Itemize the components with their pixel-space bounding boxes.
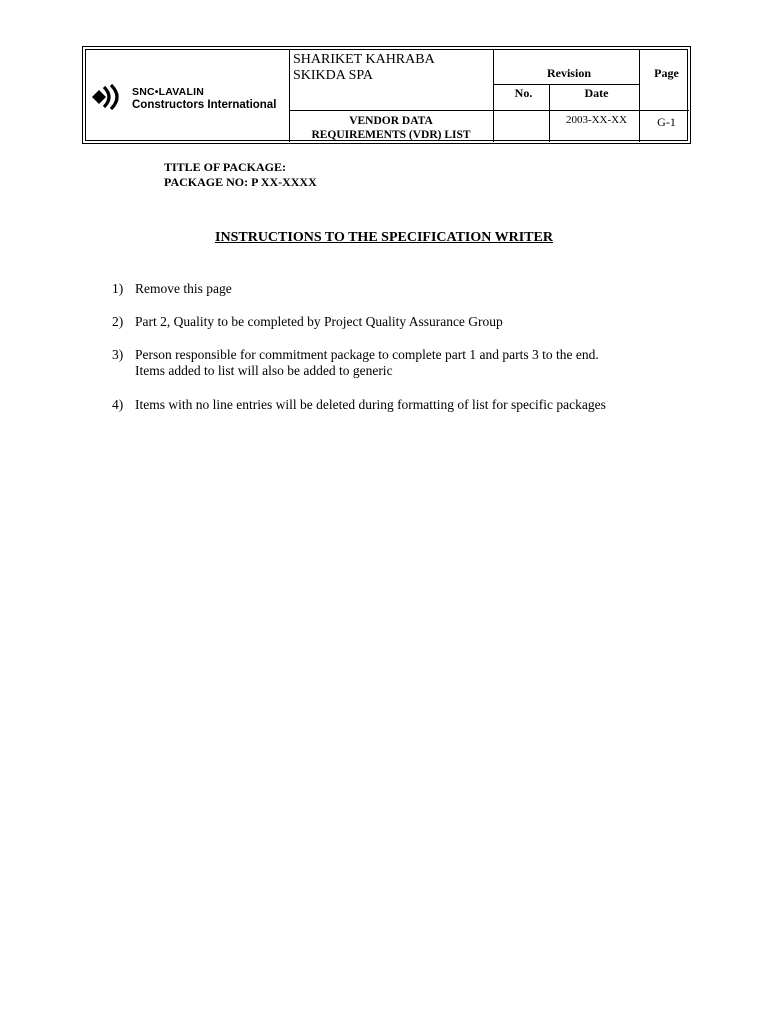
list-item-text: Remove this page	[135, 281, 232, 296]
logo-brand: SNC•LAVALIN	[132, 86, 204, 98]
page-number-value: G-1	[657, 115, 676, 129]
document-title-line-1: VENDOR DATA	[349, 115, 433, 127]
package-title: TITLE OF PACKAGE:	[164, 160, 287, 174]
divider-revision-row	[493, 84, 639, 85]
list-item-number: 1)	[112, 281, 124, 296]
logo-text	[132, 86, 276, 112]
list-item-number: 4)	[112, 397, 124, 412]
page-label: Page	[654, 66, 679, 80]
instructions-heading: INSTRUCTIONS TO THE SPECIFICATION WRITER	[215, 230, 553, 245]
package-number: PACKAGE NO: P XX-XXXX	[164, 175, 317, 189]
list-item-line-1: Person responsible for commitment package to complete part 1 and parts 3 to the end.	[135, 347, 599, 362]
revision-no-label: No.	[514, 86, 533, 100]
company-line-1: SHARIKET KAHRABA	[293, 52, 435, 67]
package-info	[164, 160, 317, 190]
document-header-table	[82, 46, 691, 144]
divider-logo	[289, 50, 290, 142]
list-item-text	[135, 347, 658, 379]
company-name	[293, 52, 493, 84]
list-item-text: Items with no line entries will be deleted during formatting of list for specific packages	[135, 397, 606, 412]
company-line-2: SKIKDA SPA	[293, 68, 374, 83]
divider-values-row	[289, 110, 689, 111]
list-item-text: Part 2, Quality to be completed by Project Quality Assurance Group	[135, 314, 503, 329]
header-inner-border	[85, 49, 688, 141]
divider-title	[493, 50, 494, 142]
list-item-line-2: Items added to list will also be added to generic	[135, 363, 393, 378]
list-item-number: 3)	[112, 347, 124, 362]
revision-date-label: Date	[584, 86, 609, 100]
logo-cell	[86, 50, 289, 142]
document-title	[291, 114, 491, 142]
list-item-number: 2)	[112, 314, 124, 329]
logo-subtitle: Constructors International	[132, 99, 277, 111]
revision-date-value: 2003-XX-XX	[565, 114, 628, 126]
revision-label: Revision	[546, 66, 591, 80]
snc-lavalin-logo-icon	[92, 84, 124, 110]
document-title-line-2: REQUIREMENTS (VDR) LIST	[311, 129, 471, 141]
